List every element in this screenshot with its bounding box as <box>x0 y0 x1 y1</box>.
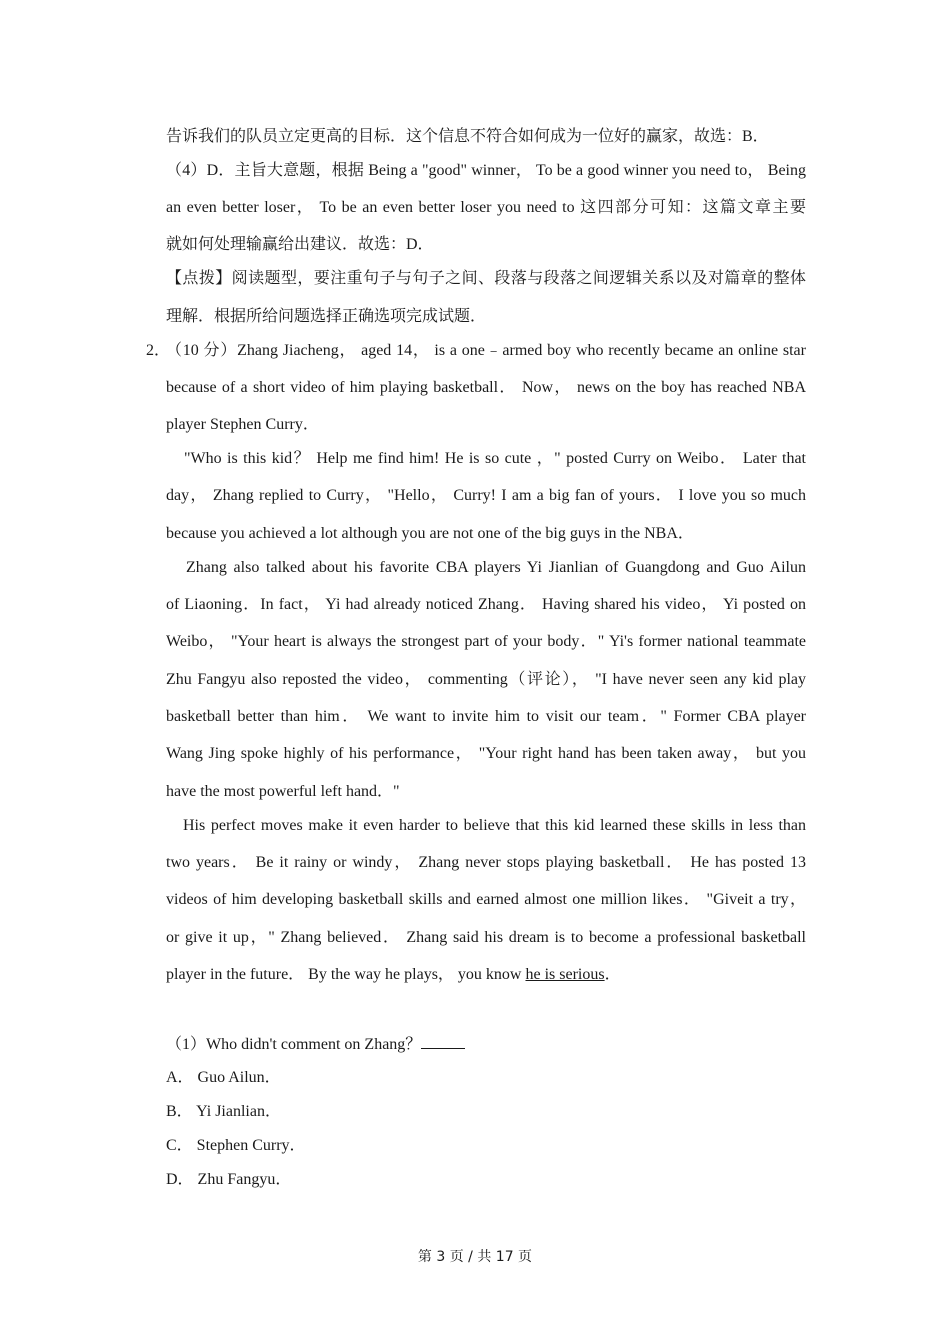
analysis-line-3: an even better loser， To be an even better loser you need to 这四部分可知：这篇文章主要 <box>166 199 806 216</box>
passage-line: of Liaoning．In fact， Yi had already noticed Zhang． Having shared his video， Yi posted on <box>166 596 806 613</box>
passage-line: "Who is this kid？ Help me find him! He is so cute ，" posted Curry on Weibo． Later that <box>184 450 806 467</box>
passage-line: two years． Be it rainy or windy， Zhang never stops playing basketball． He has posted 13 <box>166 854 807 871</box>
question-number: 2． <box>146 342 171 359</box>
sub-question-1 <box>166 1034 806 1055</box>
passage-line: player Stephen Curry． <box>166 416 319 433</box>
passage-line: because of a short video of him playing basketball． Now， news on the boy has reached NBA <box>166 379 806 396</box>
passage-line: His perfect moves make it even harder to believe that this kid learned these skills in less than <box>183 817 806 834</box>
passage-line: Zhang also talked about his favorite CBA players Yi Jianlian of Guangdong and Guo Ailun <box>186 559 806 576</box>
tip-line-1: 【点拨】阅读题型，要注重句子与句子之间、段落与段落之间逻辑关系以及对篇章的整体 <box>166 270 806 287</box>
passage-line: Wang Jing spoke highly of his performance， "Your right hand has been taken away， but you <box>166 745 806 762</box>
passage-line: have the most powerful left hand．" <box>166 783 400 800</box>
page-footer: 第 3 页 / 共 17 页 <box>417 1249 533 1265</box>
passage-line: Weibo， "Your heart is always the strongest part of your body．" Yi's former national teammate <box>166 633 807 650</box>
passage-line: （10 分）Zhang Jiacheng， aged 14， is a one﹣armed boy who recently became an online star <box>166 342 806 359</box>
option-d: D． Zhu Fangyu． <box>166 1171 292 1188</box>
option-b: B． Yi Jianlian． <box>166 1103 281 1120</box>
passage-text: player in the future． By the way he plays， you know <box>166 966 526 983</box>
option-c: C． Stephen Curry． <box>166 1137 306 1154</box>
analysis-line-1: 告诉我们的队员立定更高的目标．这个信息不符合如何成为一位好的赢家，故选：B． <box>166 128 769 145</box>
answer-blank <box>421 1034 465 1049</box>
passage-text: ． <box>604 966 621 983</box>
sub-question-text: （1）Who didn't comment on Zhang？ <box>166 1036 422 1053</box>
analysis-line-2: （4）D．主旨大意题，根据 Being a "good" winner， To be a good winner you need to， Being <box>166 162 806 179</box>
passage-line: because you achieved a lot although you are not one of the big guys in the NBA． <box>166 525 694 542</box>
tip-line-2: 理解．根据所给问题选择正确选项完成试题． <box>166 308 487 325</box>
option-a: A． Guo Ailun． <box>166 1069 281 1086</box>
passage-line: basketball better than him． We want to invite him to visit our team．" Former CBA player <box>166 708 806 725</box>
passage-line: day， Zhang replied to Curry， "Hello， Curry! I am a big fan of yours． I love you so much <box>166 487 806 504</box>
analysis-line-4: 就如何处理输赢给出建议．故选：D． <box>166 236 434 253</box>
passage-line: videos of him developing basketball skills and earned almost one million likes． "Giveit a try， <box>166 891 806 908</box>
underlined-phrase: he is serious <box>525 966 605 983</box>
passage-line: Zhu Fangyu also reposted the video， commenting（评论）， "I have never seen any kid play <box>166 671 806 688</box>
passage-line: or give it up，" Zhang believed． Zhang said his dream is to become a professional basketball <box>166 929 807 946</box>
passage-line-last <box>166 965 806 985</box>
